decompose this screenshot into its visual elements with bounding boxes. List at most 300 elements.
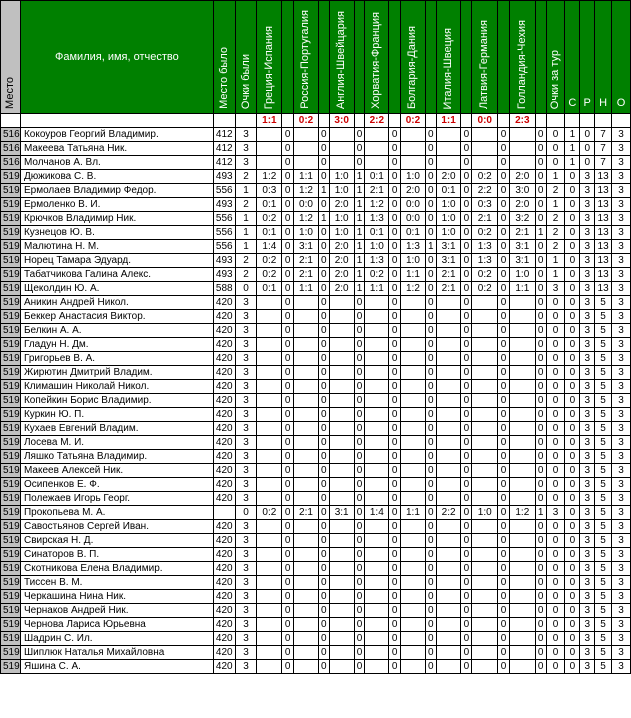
cell-n[interactable]: 5 bbox=[595, 632, 612, 646]
cell-name[interactable]: Табатчикова Галина Алекс. bbox=[20, 268, 213, 282]
cell-prediction[interactable] bbox=[294, 632, 319, 646]
cell-prediction[interactable] bbox=[257, 590, 282, 604]
cell-name[interactable]: Гладун Н. Дм. bbox=[20, 338, 213, 352]
cell-prediction[interactable]: 2:1 bbox=[509, 226, 535, 240]
cell-prediction-points[interactable]: 0 bbox=[389, 310, 401, 324]
cell-prediction[interactable]: 1:1 bbox=[294, 170, 319, 184]
cell-prediction[interactable]: 2:1 bbox=[472, 212, 498, 226]
cell-prediction[interactable] bbox=[257, 632, 282, 646]
cell-prediction-points[interactable]: 0 bbox=[461, 310, 472, 324]
cell-prediction[interactable] bbox=[472, 520, 498, 534]
cell-prediction[interactable]: 0:2 bbox=[257, 212, 282, 226]
cell-n[interactable]: 7 bbox=[595, 128, 612, 142]
cell-prediction[interactable]: 2:2 bbox=[472, 184, 498, 198]
cell-prediction-points[interactable]: 0 bbox=[461, 548, 472, 562]
cell-prediction[interactable] bbox=[509, 408, 535, 422]
cell-prediction-points[interactable]: 0 bbox=[461, 408, 472, 422]
cell-prediction[interactable]: 1:0 bbox=[401, 254, 426, 268]
cell-n[interactable]: 5 bbox=[595, 618, 612, 632]
cell-prediction[interactable] bbox=[436, 324, 461, 338]
cell-prediction-points[interactable]: 0 bbox=[282, 338, 294, 352]
cell-was-place[interactable]: 588 bbox=[213, 282, 235, 296]
cell-prediction[interactable] bbox=[509, 478, 535, 492]
cell-prediction[interactable] bbox=[436, 352, 461, 366]
cell-was-place[interactable]: 420 bbox=[213, 618, 235, 632]
cell-o[interactable]: 3 bbox=[612, 408, 631, 422]
cell-prediction[interactable] bbox=[509, 450, 535, 464]
cell-tour-points[interactable]: 2 bbox=[546, 212, 565, 226]
cell-prediction-points[interactable]: 0 bbox=[498, 184, 510, 198]
cell-n[interactable]: 5 bbox=[595, 450, 612, 464]
cell-prediction-points[interactable]: 0 bbox=[354, 156, 365, 170]
cell-prediction[interactable]: 3:1 bbox=[329, 506, 354, 520]
cell-prediction[interactable] bbox=[472, 352, 498, 366]
cell-prediction-points[interactable]: 1 bbox=[318, 212, 329, 226]
cell-prediction-points[interactable]: 0 bbox=[318, 366, 329, 380]
cell-prediction[interactable]: 1:3 bbox=[365, 212, 389, 226]
cell-prediction[interactable] bbox=[401, 464, 426, 478]
cell-place[interactable]: 519 bbox=[1, 366, 21, 380]
cell-prediction-points[interactable]: 0 bbox=[318, 394, 329, 408]
cell-prediction-points[interactable]: 0 bbox=[389, 156, 401, 170]
cell-prediction-points[interactable]: 0 bbox=[318, 604, 329, 618]
cell-prediction[interactable]: 1:1 bbox=[509, 282, 535, 296]
cell-r[interactable]: 3 bbox=[580, 296, 595, 310]
cell-prediction-points[interactable]: 0 bbox=[318, 422, 329, 436]
cell-prediction-points[interactable]: 0 bbox=[535, 268, 546, 282]
cell-prediction[interactable] bbox=[329, 548, 354, 562]
cell-r[interactable]: 3 bbox=[580, 562, 595, 576]
cell-prediction-points[interactable]: 0 bbox=[318, 408, 329, 422]
cell-prediction-points[interactable]: 0 bbox=[425, 408, 436, 422]
cell-prediction[interactable]: 0:1 bbox=[257, 282, 282, 296]
cell-prediction-points[interactable]: 1 bbox=[354, 268, 365, 282]
cell-prediction[interactable]: 0:2 bbox=[472, 170, 498, 184]
table-row[interactable] bbox=[1, 422, 631, 436]
cell-r[interactable]: 0 bbox=[580, 156, 595, 170]
cell-prediction[interactable] bbox=[365, 604, 389, 618]
cell-prediction[interactable]: 0:1 bbox=[365, 226, 389, 240]
cell-prediction[interactable]: 1:0 bbox=[472, 506, 498, 520]
cell-name[interactable]: Малютина Н. М. bbox=[20, 240, 213, 254]
cell-prediction[interactable] bbox=[329, 576, 354, 590]
cell-prediction-points[interactable]: 0 bbox=[389, 618, 401, 632]
cell-was-place[interactable]: 420 bbox=[213, 478, 235, 492]
cell-was-place[interactable]: 420 bbox=[213, 632, 235, 646]
cell-o[interactable]: 3 bbox=[612, 394, 631, 408]
cell-prediction[interactable]: 1:1 bbox=[401, 268, 426, 282]
cell-place[interactable]: 519 bbox=[1, 184, 21, 198]
cell-prediction-points[interactable]: 0 bbox=[389, 226, 401, 240]
cell-prediction[interactable]: 3:0 bbox=[509, 184, 535, 198]
cell-prediction[interactable] bbox=[257, 520, 282, 534]
cell-was-points[interactable]: 3 bbox=[235, 632, 257, 646]
cell-prediction[interactable] bbox=[257, 646, 282, 660]
cell-prediction[interactable] bbox=[365, 492, 389, 506]
cell-prediction[interactable]: 2:1 bbox=[365, 184, 389, 198]
cell-prediction-points[interactable]: 0 bbox=[282, 422, 294, 436]
cell-o[interactable]: 3 bbox=[612, 660, 631, 674]
cell-prediction[interactable] bbox=[257, 352, 282, 366]
cell-prediction-points[interactable]: 0 bbox=[282, 226, 294, 240]
cell-prediction[interactable] bbox=[509, 380, 535, 394]
cell-prediction-points[interactable]: 0 bbox=[282, 296, 294, 310]
cell-o[interactable]: 3 bbox=[612, 338, 631, 352]
cell-tour-points[interactable]: 0 bbox=[546, 548, 565, 562]
cell-prediction[interactable] bbox=[472, 394, 498, 408]
cell-prediction-points[interactable]: 0 bbox=[318, 296, 329, 310]
cell-prediction-points[interactable]: 0 bbox=[389, 296, 401, 310]
cell-prediction[interactable]: 1:3 bbox=[472, 240, 498, 254]
cell-prediction[interactable] bbox=[401, 478, 426, 492]
cell-place[interactable]: 519 bbox=[1, 632, 21, 646]
cell-prediction-points[interactable]: 0 bbox=[318, 170, 329, 184]
cell-prediction-points[interactable]: 0 bbox=[282, 492, 294, 506]
cell-r[interactable]: 3 bbox=[580, 254, 595, 268]
cell-s[interactable]: 0 bbox=[565, 646, 580, 660]
col-header-name[interactable]: Фамилия, имя, отчество bbox=[20, 1, 213, 114]
cell-prediction-points[interactable]: 0 bbox=[425, 618, 436, 632]
cell-prediction-points[interactable]: 0 bbox=[461, 450, 472, 464]
cell-prediction[interactable] bbox=[509, 590, 535, 604]
cell-prediction[interactable] bbox=[509, 422, 535, 436]
cell-prediction[interactable] bbox=[436, 604, 461, 618]
cell-tour-points[interactable]: 0 bbox=[546, 646, 565, 660]
cell-prediction-points[interactable]: 0 bbox=[354, 492, 365, 506]
cell-prediction-points[interactable]: 0 bbox=[282, 436, 294, 450]
cell-prediction[interactable] bbox=[472, 576, 498, 590]
cell-prediction[interactable]: 0:1 bbox=[365, 170, 389, 184]
col-header-s[interactable]: С bbox=[565, 1, 580, 114]
cell-prediction-points[interactable]: 0 bbox=[354, 408, 365, 422]
cell-prediction[interactable] bbox=[436, 156, 461, 170]
cell-was-place[interactable]: 420 bbox=[213, 394, 235, 408]
cell-prediction-points[interactable]: 0 bbox=[498, 380, 510, 394]
cell-prediction[interactable] bbox=[329, 408, 354, 422]
cell-prediction[interactable] bbox=[257, 478, 282, 492]
cell-prediction[interactable]: 2:1 bbox=[436, 268, 461, 282]
cell-s[interactable]: 0 bbox=[565, 338, 580, 352]
cell-prediction-points[interactable]: 0 bbox=[389, 268, 401, 282]
cell-prediction-points[interactable]: 0 bbox=[318, 646, 329, 660]
cell-prediction-points[interactable]: 0 bbox=[535, 590, 546, 604]
cell-prediction-points[interactable]: 0 bbox=[498, 366, 510, 380]
cell-place[interactable]: 519 bbox=[1, 478, 21, 492]
cell-prediction[interactable] bbox=[294, 310, 319, 324]
cell-prediction[interactable] bbox=[257, 394, 282, 408]
cell-prediction[interactable] bbox=[401, 436, 426, 450]
cell-prediction[interactable]: 2:0 bbox=[329, 240, 354, 254]
cell-prediction[interactable] bbox=[436, 128, 461, 142]
cell-r[interactable]: 3 bbox=[580, 590, 595, 604]
table-row[interactable] bbox=[1, 282, 631, 296]
cell-prediction-points[interactable]: 0 bbox=[425, 142, 436, 156]
cell-prediction[interactable]: 0:3 bbox=[472, 198, 498, 212]
cell-name[interactable]: Кокоуров Георгий Владимир. bbox=[20, 128, 213, 142]
cell-prediction-points[interactable]: 0 bbox=[498, 422, 510, 436]
cell-o[interactable]: 3 bbox=[612, 128, 631, 142]
cell-o[interactable]: 3 bbox=[612, 450, 631, 464]
cell-prediction[interactable] bbox=[401, 366, 426, 380]
cell-s[interactable]: 0 bbox=[565, 506, 580, 520]
cell-prediction[interactable]: 1:3 bbox=[401, 240, 426, 254]
cell-prediction[interactable] bbox=[257, 660, 282, 674]
cell-prediction[interactable] bbox=[329, 324, 354, 338]
cell-prediction-points[interactable]: 0 bbox=[498, 170, 510, 184]
cell-name[interactable]: Чернова Лариса Юрьевна bbox=[20, 618, 213, 632]
cell-prediction-points[interactable]: 0 bbox=[389, 380, 401, 394]
cell-prediction[interactable] bbox=[401, 142, 426, 156]
cell-prediction-points[interactable]: 0 bbox=[282, 212, 294, 226]
cell-prediction-points[interactable]: 0 bbox=[389, 254, 401, 268]
cell-was-points[interactable]: 3 bbox=[235, 324, 257, 338]
cell-prediction-points[interactable]: 0 bbox=[389, 478, 401, 492]
col-header-match-2[interactable]: Россия-Португалия bbox=[294, 1, 319, 114]
cell-prediction-points[interactable]: 0 bbox=[389, 520, 401, 534]
cell-name[interactable]: Григорьев В. А. bbox=[20, 352, 213, 366]
cell-prediction-points[interactable]: 0 bbox=[461, 436, 472, 450]
cell-prediction[interactable] bbox=[472, 660, 498, 674]
cell-place[interactable]: 519 bbox=[1, 338, 21, 352]
cell-prediction[interactable] bbox=[509, 534, 535, 548]
cell-was-points[interactable]: 2 bbox=[235, 170, 257, 184]
cell-prediction[interactable]: 1:1 bbox=[294, 282, 319, 296]
cell-prediction[interactable] bbox=[401, 660, 426, 674]
cell-tour-points[interactable]: 0 bbox=[546, 366, 565, 380]
cell-was-place[interactable]: 420 bbox=[213, 380, 235, 394]
cell-prediction[interactable] bbox=[294, 562, 319, 576]
cell-prediction[interactable] bbox=[401, 156, 426, 170]
cell-prediction[interactable] bbox=[509, 604, 535, 618]
cell-prediction-points[interactable]: 0 bbox=[318, 310, 329, 324]
cell-prediction-points[interactable]: 0 bbox=[425, 464, 436, 478]
cell-prediction-points[interactable]: 0 bbox=[318, 226, 329, 240]
cell-prediction[interactable] bbox=[509, 310, 535, 324]
cell-s[interactable]: 0 bbox=[565, 240, 580, 254]
cell-prediction-points[interactable]: 0 bbox=[354, 310, 365, 324]
table-row[interactable] bbox=[1, 156, 631, 170]
cell-prediction[interactable]: 2:0 bbox=[401, 184, 426, 198]
col-header-n[interactable]: Н bbox=[595, 1, 612, 114]
cell-prediction-points[interactable]: 0 bbox=[282, 170, 294, 184]
cell-prediction-points[interactable]: 0 bbox=[498, 660, 510, 674]
cell-prediction-points[interactable]: 0 bbox=[461, 478, 472, 492]
cell-prediction[interactable] bbox=[329, 660, 354, 674]
cell-place[interactable]: 519 bbox=[1, 436, 21, 450]
cell-prediction[interactable] bbox=[436, 576, 461, 590]
cell-s[interactable]: 0 bbox=[565, 352, 580, 366]
cell-was-points[interactable]: 3 bbox=[235, 380, 257, 394]
cell-place[interactable]: 519 bbox=[1, 170, 21, 184]
cell-prediction[interactable] bbox=[436, 464, 461, 478]
cell-prediction-points[interactable]: 0 bbox=[498, 618, 510, 632]
cell-prediction-points[interactable]: 0 bbox=[498, 254, 510, 268]
cell-place[interactable]: 519 bbox=[1, 268, 21, 282]
cell-was-points[interactable]: 3 bbox=[235, 492, 257, 506]
cell-tour-points[interactable]: 0 bbox=[546, 128, 565, 142]
cell-prediction[interactable] bbox=[509, 436, 535, 450]
cell-o[interactable]: 3 bbox=[612, 296, 631, 310]
cell-o[interactable]: 3 bbox=[612, 240, 631, 254]
cell-prediction-points[interactable]: 0 bbox=[389, 198, 401, 212]
cell-n[interactable]: 5 bbox=[595, 604, 612, 618]
cell-prediction-points[interactable]: 0 bbox=[425, 128, 436, 142]
cell-prediction[interactable]: 0:0 bbox=[294, 198, 319, 212]
cell-prediction[interactable]: 1:4 bbox=[257, 240, 282, 254]
cell-prediction[interactable] bbox=[472, 492, 498, 506]
cell-prediction-points[interactable]: 0 bbox=[425, 548, 436, 562]
cell-prediction-points[interactable]: 0 bbox=[498, 646, 510, 660]
cell-prediction-points[interactable]: 0 bbox=[354, 352, 365, 366]
cell-prediction[interactable]: 0:2 bbox=[257, 506, 282, 520]
cell-prediction[interactable] bbox=[257, 534, 282, 548]
cell-prediction[interactable] bbox=[329, 128, 354, 142]
cell-prediction[interactable] bbox=[436, 408, 461, 422]
cell-name[interactable]: Кузнецов Ю. В. bbox=[20, 226, 213, 240]
cell-tour-points[interactable]: 0 bbox=[546, 590, 565, 604]
table-row[interactable] bbox=[1, 548, 631, 562]
cell-prediction[interactable] bbox=[436, 492, 461, 506]
cell-was-place[interactable]: 420 bbox=[213, 408, 235, 422]
cell-prediction-points[interactable]: 0 bbox=[282, 156, 294, 170]
cell-prediction[interactable] bbox=[509, 520, 535, 534]
cell-was-place[interactable]: 420 bbox=[213, 660, 235, 674]
cell-prediction-points[interactable]: 0 bbox=[318, 562, 329, 576]
cell-prediction[interactable] bbox=[294, 660, 319, 674]
cell-prediction-points[interactable]: 0 bbox=[425, 310, 436, 324]
cell-place[interactable]: 519 bbox=[1, 618, 21, 632]
cell-was-points[interactable]: 3 bbox=[235, 646, 257, 660]
cell-prediction-points[interactable]: 0 bbox=[318, 632, 329, 646]
cell-place[interactable]: 519 bbox=[1, 506, 21, 520]
cell-prediction-points[interactable]: 0 bbox=[425, 296, 436, 310]
cell-prediction-points[interactable]: 0 bbox=[389, 436, 401, 450]
cell-prediction-points[interactable]: 0 bbox=[425, 534, 436, 548]
cell-was-points[interactable]: 3 bbox=[235, 590, 257, 604]
cell-prediction-points[interactable]: 0 bbox=[461, 576, 472, 590]
cell-prediction[interactable] bbox=[365, 394, 389, 408]
cell-prediction[interactable] bbox=[365, 548, 389, 562]
cell-prediction[interactable] bbox=[257, 310, 282, 324]
cell-prediction-points[interactable]: 0 bbox=[535, 352, 546, 366]
cell-prediction-points[interactable]: 1 bbox=[354, 254, 365, 268]
cell-prediction[interactable] bbox=[294, 450, 319, 464]
cell-prediction-points[interactable]: 0 bbox=[318, 618, 329, 632]
cell-prediction-points[interactable]: 0 bbox=[318, 506, 329, 520]
cell-prediction[interactable]: 1:0 bbox=[329, 170, 354, 184]
cell-prediction-points[interactable]: 0 bbox=[498, 464, 510, 478]
cell-prediction-points[interactable]: 0 bbox=[389, 464, 401, 478]
cell-prediction-points[interactable]: 0 bbox=[354, 604, 365, 618]
cell-prediction-points[interactable]: 0 bbox=[461, 198, 472, 212]
cell-s[interactable]: 0 bbox=[565, 394, 580, 408]
cell-o[interactable]: 3 bbox=[612, 212, 631, 226]
cell-prediction-points[interactable]: 0 bbox=[498, 520, 510, 534]
cell-prediction-points[interactable]: 0 bbox=[389, 604, 401, 618]
cell-s[interactable]: 0 bbox=[565, 310, 580, 324]
cell-prediction-points[interactable]: 0 bbox=[318, 156, 329, 170]
cell-r[interactable]: 3 bbox=[580, 422, 595, 436]
cell-prediction-points[interactable]: 0 bbox=[535, 282, 546, 296]
cell-prediction[interactable] bbox=[436, 310, 461, 324]
cell-s[interactable]: 0 bbox=[565, 408, 580, 422]
cell-prediction-points[interactable]: 0 bbox=[461, 394, 472, 408]
cell-o[interactable]: 3 bbox=[612, 170, 631, 184]
cell-prediction[interactable]: 1:3 bbox=[472, 254, 498, 268]
cell-was-place[interactable]: 420 bbox=[213, 492, 235, 506]
cell-prediction[interactable] bbox=[365, 660, 389, 674]
cell-tour-points[interactable]: 0 bbox=[546, 380, 565, 394]
cell-prediction[interactable]: 1:1 bbox=[365, 282, 389, 296]
cell-prediction[interactable] bbox=[472, 632, 498, 646]
cell-prediction-points[interactable]: 0 bbox=[354, 632, 365, 646]
cell-n[interactable]: 5 bbox=[595, 394, 612, 408]
cell-prediction[interactable] bbox=[329, 618, 354, 632]
table-row[interactable] bbox=[1, 520, 631, 534]
cell-was-place[interactable]: 493 bbox=[213, 254, 235, 268]
cell-prediction-points[interactable]: 0 bbox=[318, 324, 329, 338]
cell-prediction[interactable] bbox=[294, 408, 319, 422]
cell-prediction-points[interactable]: 0 bbox=[461, 156, 472, 170]
cell-o[interactable]: 3 bbox=[612, 534, 631, 548]
cell-prediction-points[interactable]: 0 bbox=[425, 324, 436, 338]
cell-prediction-points[interactable]: 0 bbox=[425, 632, 436, 646]
cell-prediction[interactable] bbox=[365, 632, 389, 646]
cell-r[interactable]: 3 bbox=[580, 310, 595, 324]
cell-prediction-points[interactable]: 1 bbox=[318, 184, 329, 198]
cell-prediction[interactable] bbox=[509, 548, 535, 562]
cell-prediction[interactable] bbox=[329, 142, 354, 156]
cell-prediction-points[interactable]: 0 bbox=[354, 142, 365, 156]
col-header-match-6[interactable]: Италия-Швеция bbox=[436, 1, 461, 114]
cell-prediction[interactable]: 3:1 bbox=[436, 240, 461, 254]
cell-prediction-points[interactable]: 0 bbox=[282, 380, 294, 394]
cell-n[interactable]: 7 bbox=[595, 142, 612, 156]
cell-prediction[interactable] bbox=[472, 324, 498, 338]
cell-prediction[interactable]: 2:0 bbox=[329, 198, 354, 212]
cell-prediction[interactable] bbox=[472, 436, 498, 450]
cell-prediction[interactable]: 1:0 bbox=[401, 170, 426, 184]
table-row[interactable] bbox=[1, 240, 631, 254]
cell-prediction-points[interactable]: 0 bbox=[425, 184, 436, 198]
cell-place[interactable]: 519 bbox=[1, 646, 21, 660]
cell-prediction-points[interactable]: 0 bbox=[535, 240, 546, 254]
cell-prediction-points[interactable]: 0 bbox=[498, 576, 510, 590]
cell-prediction[interactable] bbox=[401, 646, 426, 660]
cell-prediction[interactable] bbox=[257, 450, 282, 464]
cell-was-place[interactable]: 556 bbox=[213, 240, 235, 254]
cell-prediction-points[interactable]: 0 bbox=[389, 170, 401, 184]
cell-prediction[interactable]: 1:0 bbox=[294, 226, 319, 240]
cell-prediction[interactable] bbox=[365, 422, 389, 436]
cell-prediction[interactable] bbox=[257, 436, 282, 450]
cell-prediction-points[interactable]: 0 bbox=[282, 268, 294, 282]
cell-prediction[interactable]: 1:2 bbox=[401, 282, 426, 296]
cell-r[interactable]: 3 bbox=[580, 520, 595, 534]
cell-o[interactable]: 3 bbox=[612, 506, 631, 520]
cell-prediction[interactable] bbox=[365, 380, 389, 394]
cell-prediction[interactable] bbox=[401, 590, 426, 604]
cell-place[interactable]: 519 bbox=[1, 408, 21, 422]
cell-name[interactable]: Белкин А. А. bbox=[20, 324, 213, 338]
cell-prediction[interactable] bbox=[401, 394, 426, 408]
cell-prediction[interactable] bbox=[436, 436, 461, 450]
cell-prediction[interactable] bbox=[329, 394, 354, 408]
cell-prediction-points[interactable]: 0 bbox=[354, 464, 365, 478]
cell-tour-points[interactable]: 2 bbox=[546, 226, 565, 240]
cell-prediction-points[interactable]: 0 bbox=[354, 366, 365, 380]
cell-prediction-points[interactable]: 0 bbox=[535, 478, 546, 492]
